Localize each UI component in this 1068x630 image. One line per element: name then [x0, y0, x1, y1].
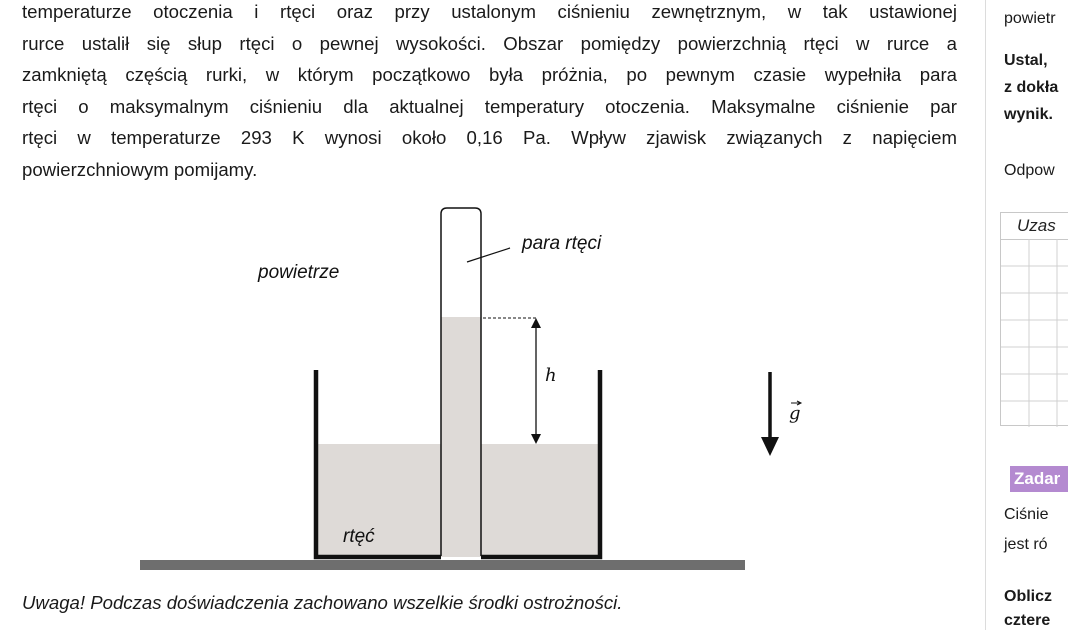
label-g: g [789, 403, 801, 424]
side-bold-text: wynik. [1004, 106, 1053, 123]
paragraph-line: rtęci w temperaturze 293 K wynosi około 0,16 Pa. Wpływ zjawisk związanych z napięciem [22, 127, 957, 149]
barometer-figure [0, 190, 985, 590]
label-vapor: para rtęci [522, 233, 602, 254]
problem-paragraph [22, 0, 957, 186]
answer-label: Odpow [1004, 162, 1055, 179]
grid-lines [1001, 239, 1068, 427]
paragraph-line: rurce ustalił się słup rtęci o pewnej wysokości. Obszar pomiędzy powierzchnią rtęci w rurce a [22, 32, 957, 54]
answer-grid-header [1001, 213, 1068, 240]
side-bold-text: Ustal, [1004, 52, 1048, 69]
label-h: h [545, 365, 557, 386]
side-text: Ciśnie [1004, 506, 1049, 523]
answer-grid-title: Uzas [1017, 216, 1056, 235]
column-divider [985, 0, 986, 630]
side-text: powietr [1004, 10, 1056, 27]
paragraph-line: powierzchniowym pomijamy. [22, 158, 258, 180]
answer-grid[interactable] [1000, 212, 1068, 426]
task-badge [1010, 466, 1068, 492]
side-bold-text: Oblicz [1004, 588, 1053, 605]
tube-mercury [441, 317, 481, 557]
h-arrow-down [531, 434, 541, 444]
gravity-arrow-head [761, 437, 779, 456]
h-arrow-up [531, 318, 541, 328]
table-surface [140, 560, 745, 570]
paragraph-line: rtęci o maksymalnym ciśnieniu dla aktualnej temperatury otoczenia. Maksymalne ciśnienie par [22, 95, 957, 117]
side-bold-text: cztere [1004, 612, 1051, 629]
paragraph-line: temperaturze otoczenia i rtęci oraz przy ustalonym ciśnieniu zewnętrznym, w tak ustawionej [22, 1, 957, 22]
paragraph-line: zamkniętą częścią rurki, w którym początkowo była próżnia, po pewnym czasie wypełniła para [22, 64, 957, 86]
label-mercury: rtęć [343, 526, 375, 547]
task-badge-label: Zadar [1014, 469, 1061, 488]
side-text: jest ró [1004, 536, 1048, 553]
note-caption: Uwaga! Podczas doświadczenia zachowano wszelkie środki ostrożności. [22, 592, 623, 613]
label-air: powietrze [258, 262, 340, 283]
side-bold-text: z dokła [1004, 79, 1059, 96]
